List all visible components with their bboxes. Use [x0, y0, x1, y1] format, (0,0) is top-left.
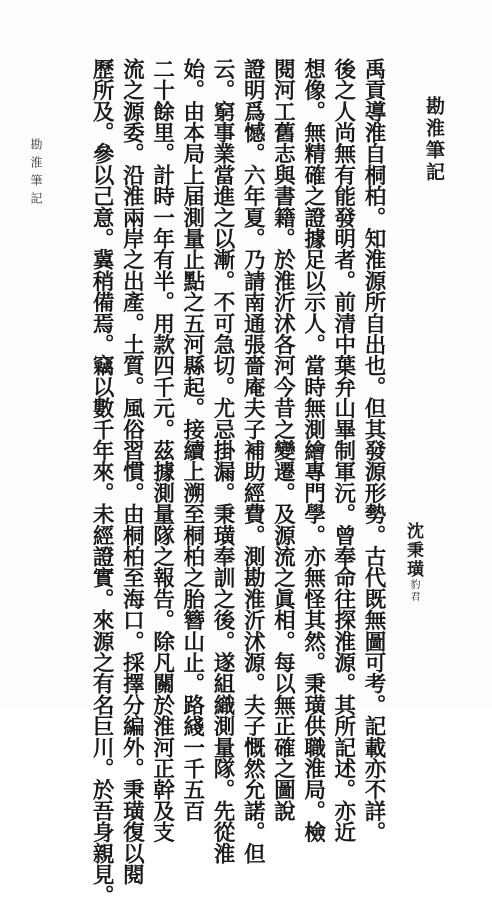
text-column: 歷所及。參以己意。冀稍備焉。竊以數千年來。未經證實。來源之有名巨川。於吾身親見。: [89, 58, 115, 906]
text-column: 云。窮事業當進之以漸。不可急切。尤忌掛漏。秉璜奉訓之後。遂組織測量隊。先從淮: [209, 58, 235, 864]
article-title: 勘淮筆記: [423, 96, 445, 184]
running-head: 勘淮筆記: [29, 138, 43, 210]
text-column: 證明爲憾。六年夏。乃請南通張嗇庵夫子補助經費。測勘淮沂沭源。夫子慨然允諾。但: [240, 58, 266, 864]
author-byline: [401, 522, 426, 603]
text-column: 流之源委。沿淮兩岸之出產。土質。風俗習慣。由桐柏至海口。採擇分編外。秉璜復以閱: [119, 58, 145, 885]
author-courtesy-name: 豹君: [408, 579, 419, 603]
text-column: 禹貢導淮自桐柏。知淮源所自出也。但其發源形勢。古代既無圖可考。記載亦不詳。: [361, 58, 386, 843]
text-column: 後之人尚無有能發明者。前清中葉弁山畢制軍沅。曾奉命往探淮源。其所記述。亦近: [330, 58, 356, 843]
text-column: 始。由本局上届測量止點之五河縣起。接續上溯至桐柏之胎簪山止。路綫一千五百: [179, 58, 205, 822]
author-name: 沈秉璜: [403, 522, 423, 579]
text-column: 想像。無精確之證據足以示人。當時無測繪專門學。亦無怪其然。秉璜供職淮局。檢: [300, 58, 326, 843]
body-text: [86, 58, 388, 906]
text-column: 閱河工舊志與書籍。於淮沂沭各河今昔之變遷。及源流之眞相。每以無正確之圖說: [270, 58, 296, 822]
text-column: 二十餘里。計時一年有半。用款四千元。茲據測量隊之報告。除凡關於淮河正幹及支: [149, 58, 175, 843]
